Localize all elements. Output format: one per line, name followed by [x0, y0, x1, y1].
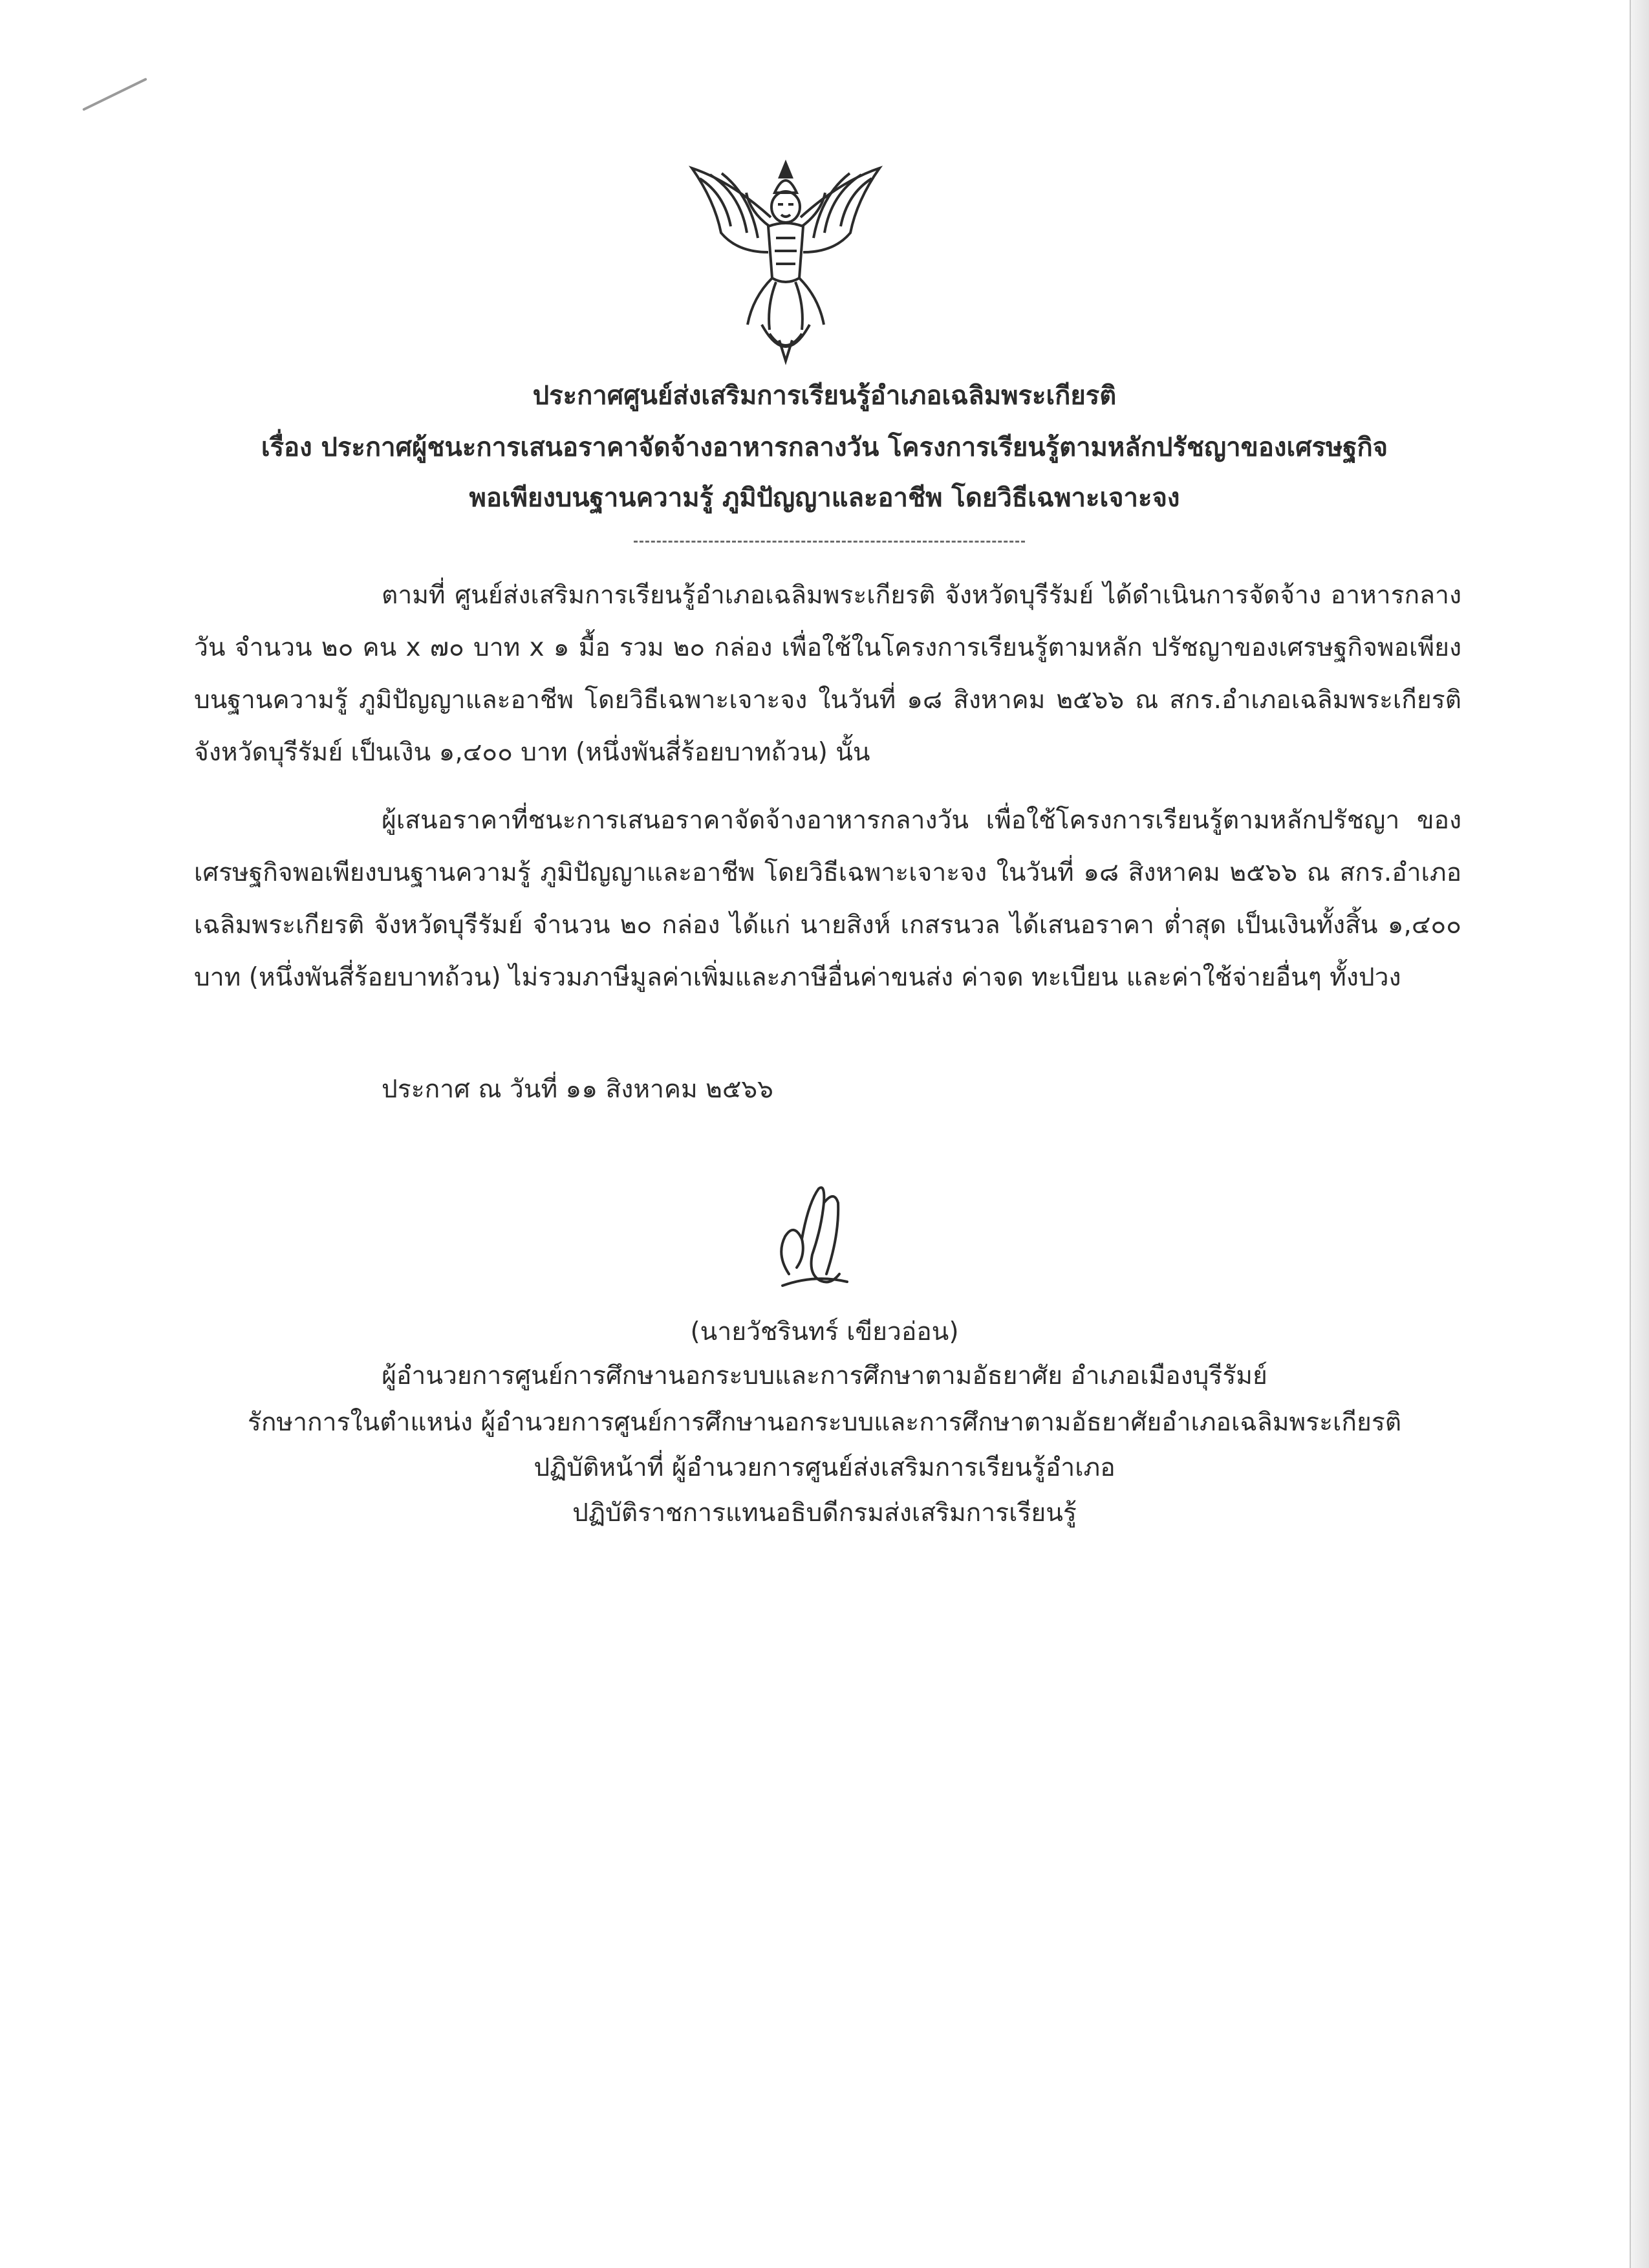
signer-position-3: ปฏิบัติหน้าที่ ผู้อำนวยการศูนย์ส่งเสริมการเรียนรู้อำเภอ	[534, 1453, 1116, 1482]
pen-stroke-mark	[82, 78, 147, 111]
body-paragraph-2: ผู้เสนอราคาที่ชนะการเสนอราคาจัดจ้างอาหารกลางวัน เพื่อใช้โครงการเรียนรู้ตามหลักปรัชญา ของเศรษฐกิจพอเพียงบนฐานความรู้ ภูมิปัญญาและอาชีพ โดยวิธีเฉพาะเจาะจง ในวันที่ ๑๘ สิงหาคม ๒๕๖๖ ณ สกร.อำเภอเฉลิมพระเกียรติ จังหวัดบุรีรัมย์ จำนวน ๒๐ กล่อง ได้แก่ นายสิงห์ เกสรนวล ได้เสนอราคา ต่ำสุด เป็นเงินทั้งสิ้น ๑,๔๐๐ บาท (หนึ่งพันสี่ร้อยบาทถ้วน) ไม่รวมภาษีมูลค่าเพิ่มและภาษีอื่นค่าขนส่ง ค่าจด ทะเบียน และค่าใช้จ่ายอื่นๆ ทั้งปวง	[194, 806, 1461, 992]
handwritten-signature	[763, 1177, 860, 1300]
signer-position-1: ผู้อำนวยการศูนย์การศึกษานอกระบบและการศึกษาตามอัธยาศัย อำเภอเมืองบุรีรัมย์	[382, 1361, 1267, 1390]
title-divider	[634, 541, 1025, 543]
announcement-subject-cont: พอเพียงบนฐานความรู้ ภูมิปัญญาและอาชีพ โดยวิธีเฉพาะเจาะจง	[469, 483, 1180, 513]
signer-name: (นายวัชรินทร์ เขียวอ่อน)	[690, 1317, 959, 1346]
signer-position-4: ปฏิบัติราชการแทนอธิบดีกรมส่งเสริมการเรียนรู้	[572, 1498, 1077, 1528]
scan-page-edge	[1630, 0, 1649, 2268]
announcement-subject: เรื่อง ประกาศผู้ชนะการเสนอราคาจัดจ้างอาหารกลางวัน โครงการเรียนรู้ตามหลักปรัชญาของเศรษฐกิจ	[261, 433, 1388, 462]
garuda-emblem-icon	[685, 155, 886, 369]
signer-position-2: รักษาการในตำแหน่ง ผู้อำนวยการศูนย์การศึกษานอกระบบและการศึกษาตามอัธยาศัยอำเภอเฉลิมพระเกียรติ	[247, 1408, 1402, 1437]
announcement-title: ประกาศศูนย์ส่งเสริมการเรียนรู้อำเภอเฉลิมพระเกียรติ	[532, 381, 1117, 411]
body-paragraph-1: ตามที่ ศูนย์ส่งเสริมการเรียนรู้อำเภอเฉลิมพระเกียรติ จังหวัดบุรีรัมย์ ได้ดำเนินการจัดจ้าง อาหารกลางวัน จำนวน ๒๐ คน x ๗๐ บาท x ๑ มื้อ รวม ๒๐ กล่อง เพื่อใช้ในโครงการเรียนรู้ตามหลัก ปรัชญาของเศรษฐกิจพอเพียงบนฐานความรู้ ภูมิปัญญาและอาชีพ โดยวิธีเฉพาะเจาะจง ในวันที่ ๑๘ สิงหาคม ๒๕๖๖ ณ สกร.อำเภอเฉลิมพระเกียรติ จังหวัดบุรีรัมย์ เป็นเงิน ๑,๔๐๐ บาท (หนึ่งพันสี่ร้อยบาทถ้วน) นั้น	[194, 581, 1461, 767]
announcement-date: ประกาศ ณ วันที่ ๑๑ สิงหาคม ๒๕๖๖	[382, 1075, 773, 1104]
